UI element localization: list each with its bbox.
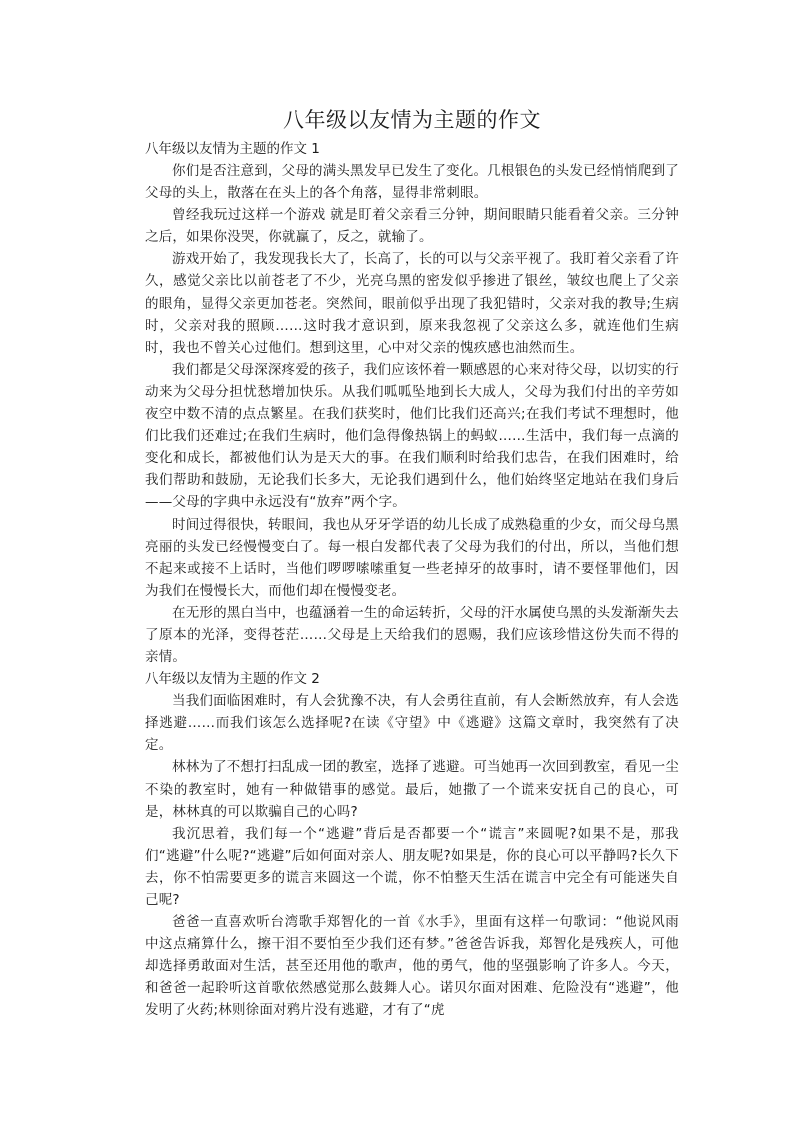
section-1-paragraph-4: 我们都是父母深深疼爱的孩子，我们应该怀着一颗感恩的心来对待父母，以切实的行动来为父母分担忧愁增加快乐。从我们呱呱坠地到长大成人，父母为我们付出的辛劳如夜空中数不清的点点繁星。在我们获奖时，他们比我们还高兴;在我们考试不理想时，他们比我们还难过;在我们生病时，他们急得像热锅上的蚂蚁……生活中，我们每一点滴的变化和成长，都被他们认为是天大的事。在我们顺利时给我们忠告，在我们困难时，给我们帮助和鼓励，无论我们长多大，无论我们遇到什么，他们始终坚定地站在我们身后——父母的字典中永远没有“放弃”两个字。 — [145, 361, 679, 511]
section-1-heading: 八年级以友情为主题的作文 1 — [145, 141, 320, 157]
section-1-paragraph-3: 游戏开始了，我发现我长大了，长高了，长的可以与父亲平视了。我盯着父亲看了许久，感觉父亲比以前苍老了不少，光亮乌黑的密发似乎掺进了银丝，皱纹也爬上了父亲的眼角，显得父亲更加苍老。突然间，眼前似乎出现了我犯错时，父亲对我的教导;生病时，父亲对我的照顾……这时我才意识到，原来我忽视了父亲这么多，就连他们生病时，我也不曾关心过他们。想到这里，心中对父亲的愧疚感也油然而生。 — [145, 251, 679, 356]
section-2-paragraph-4: 爸爸一直喜欢听台湾歌手郑智化的一首《水手》，里面有这样一句歌词：“他说风雨中这点痛算什么，擦干泪不要怕至少我们还有梦。”爸爸告诉我，郑智化是残疾人，可他却选择勇敢面对生活，甚至还用他的歌声，他的勇气，他的坚强影响了许多人。今天，和爸爸一起聆听这首歌依然感觉那么鼓舞人心。诺贝尔面对困难、危险没有“逃避”，他发明了火药;林则徐面对鸦片没有逃避，才有了“虎 — [145, 914, 679, 1019]
section-2-paragraph-2: 林林为了不想打扫乱成一团的教室，选择了逃避。可当她再一次回到教室，看见一尘不染的教室时，她有一种做错事的感觉。最后，她撒了一个谎来安抚自己的良心，可是，林林真的可以欺骗自己的心吗? — [145, 759, 679, 820]
section-1-paragraph-2: 曾经我玩过这样一个游戏 就是盯着父亲看三分钟，期间眼睛只能看着父亲。三分钟之后，如果你没哭，你就赢了，反之，就输了。 — [145, 207, 679, 246]
section-1-paragraph-1: 你们是否注意到，父母的满头黑发早已发生了变化。几根银色的头发已经悄悄爬到了父母的头上，散落在在头上的各个角落，显得非常刺眼。 — [145, 163, 679, 202]
section-2-heading: 八年级以友情为主题的作文 2 — [145, 671, 320, 688]
document-page — [145, 104, 679, 1022]
section-1-paragraph-5: 时间过得很快，转眼间，我也从牙牙学语的幼儿长成了成熟稳重的少女，而父母乌黑亮丽的头发已经慢慢变白了。每一根白发都代表了父母为我们的付出，所以，当他们想不起来或接不上话时，当他们啰啰嗦嗦重复一些老掉牙的故事时，请不要怪罪他们，因为我们在慢慢长大，而他们却在慢慢变老。 — [145, 516, 679, 599]
section-2-paragraph-3: 我沉思着，我们每一个“逃避”背后是否都要一个“谎言”来圆呢?如果不是，那我们“逃避”什么呢?“逃避”后如何面对亲人、朋友呢?如果是，你的良心可以平静吗?长久下去，你不怕需要更多的谎言来圆这一个谎，你不怕整天生活在谎言中完全有可能迷失自己呢? — [145, 825, 679, 908]
section-2-paragraph-1: 当我们面临困难时，有人会犹豫不决，有人会勇往直前，有人会断然放弃，有人会选择逃避……而我们该怎么选择呢?在读《守望》中《逃避》这篇文章时，我突然有了决定。 — [145, 693, 679, 754]
section-1-paragraph-6: 在无形的黑白当中，也蕴涵着一生的命运转折，父母的汗水属使乌黑的头发渐渐失去了原本的光泽，变得苍茫……父母是上天给我们的恩赐，我们应该珍惜这份失而不得的亲情。 — [145, 604, 679, 666]
document-title: 八年级以友情为主题的作文 — [283, 108, 541, 132]
